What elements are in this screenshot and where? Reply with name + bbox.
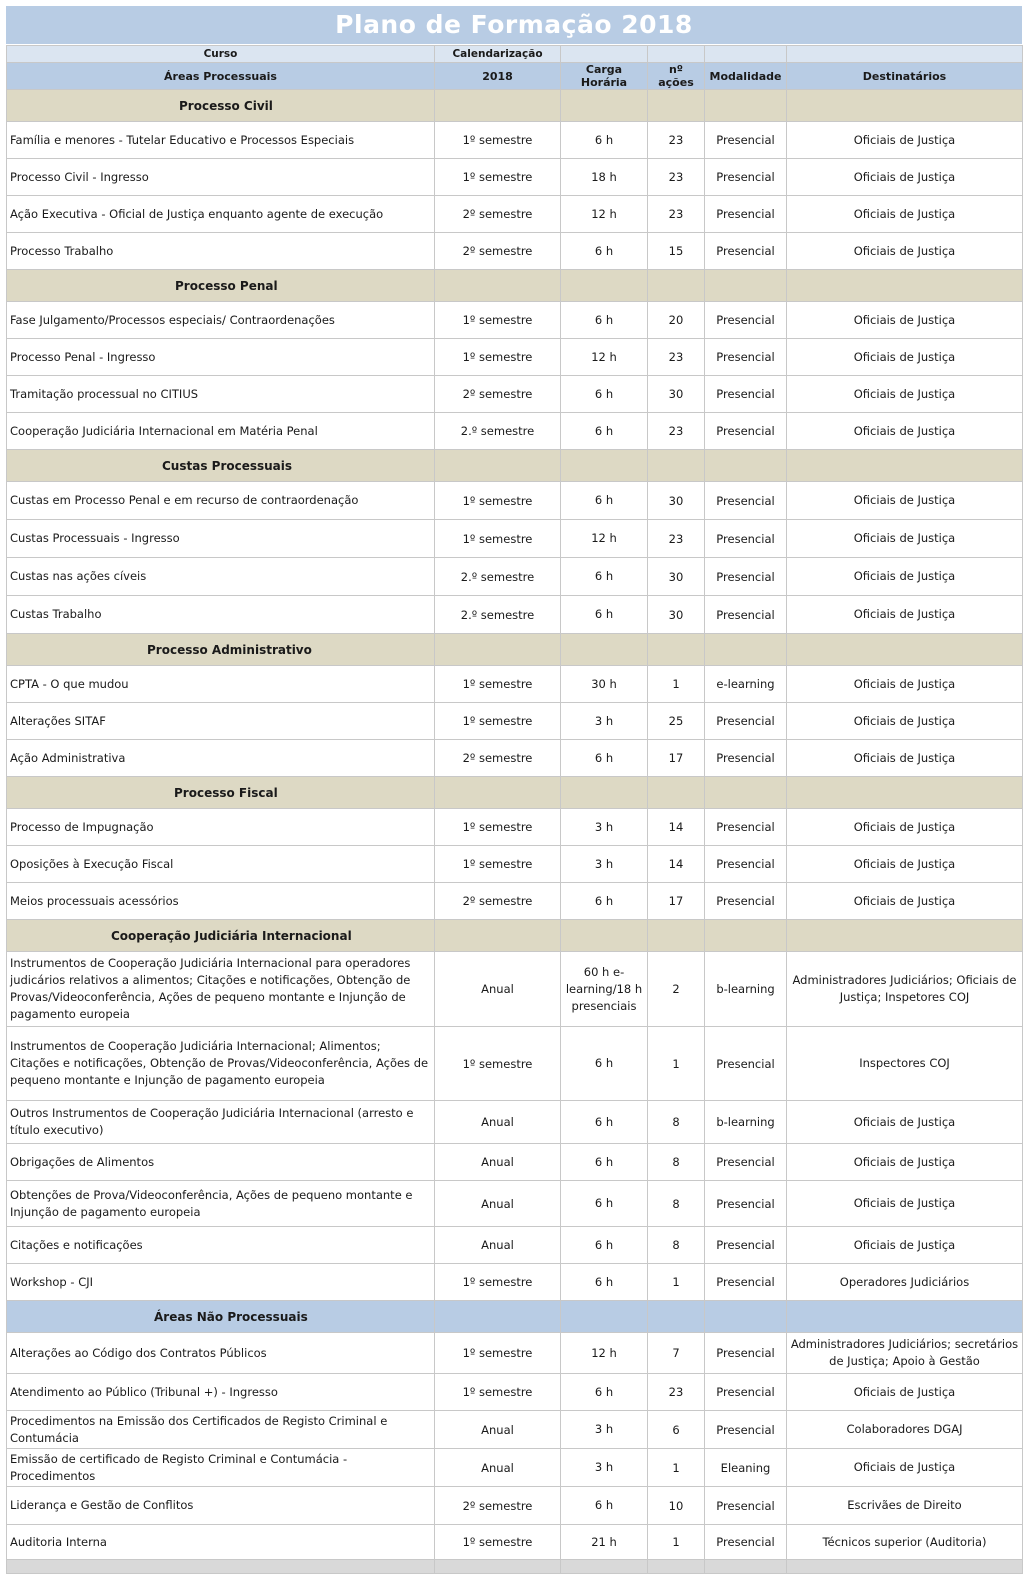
audience-cell: Oficiais de Justiça — [787, 740, 1023, 777]
header-cell: Curso — [7, 46, 435, 63]
audience-cell: Oficiais de Justiça — [787, 1181, 1023, 1227]
actions-count-cell: 15 — [648, 233, 705, 270]
audience-cell: Oficiais de Justiça — [787, 596, 1023, 634]
audience-cell: Escrivães de Direito — [787, 1487, 1023, 1525]
course-row — [7, 703, 1023, 740]
schedule-cell: 2º semestre — [435, 376, 561, 413]
modality-cell: Presencial — [705, 883, 787, 920]
modality-cell: Presencial — [705, 1487, 787, 1525]
section-header-row — [7, 920, 1023, 952]
actions-count-cell: 23 — [648, 159, 705, 196]
audience-cell: Administradores Judiciários; secretários de Justiça; Apoio à Gestão — [787, 1333, 1023, 1374]
audience-cell: Oficiais de Justiça — [787, 1227, 1023, 1264]
footer-cell — [648, 1560, 705, 1574]
modality-cell: Presencial — [705, 376, 787, 413]
course-name: Processo Civil - Ingresso — [7, 159, 435, 196]
audience-cell: Oficiais de Justiça — [787, 233, 1023, 270]
actions-count-cell: 1 — [648, 1449, 705, 1487]
actions-count-cell: 8 — [648, 1181, 705, 1227]
actions-count-cell: 8 — [648, 1144, 705, 1181]
audience-cell: Oficiais de Justiça — [787, 376, 1023, 413]
section-empty-cell — [648, 920, 705, 952]
course-name: Atendimento ao Público (Tribunal +) - Ingresso — [7, 1374, 435, 1411]
workload-cell: 3 h — [561, 846, 648, 883]
course-name: Alterações SITAF — [7, 703, 435, 740]
modality-cell: e-learning — [705, 666, 787, 703]
section-title: Processo Civil — [7, 90, 435, 122]
section-empty-cell — [435, 90, 561, 122]
audience-cell: Oficiais de Justiça — [787, 1101, 1023, 1144]
header-cell — [561, 46, 648, 63]
actions-count-cell: 8 — [648, 1227, 705, 1264]
course-row — [7, 482, 1023, 520]
course-row — [7, 1374, 1023, 1411]
header-row-2 — [7, 63, 1023, 90]
modality-cell: Presencial — [705, 1374, 787, 1411]
course-row — [7, 1333, 1023, 1374]
modality-cell: Presencial — [705, 482, 787, 520]
modality-cell: Presencial — [705, 558, 787, 596]
header-cell: Carga Horária — [561, 63, 648, 90]
workload-cell: 6 h — [561, 302, 648, 339]
header-cell: Áreas Processuais — [7, 63, 435, 90]
schedule-cell: Anual — [435, 1144, 561, 1181]
course-row — [7, 952, 1023, 1027]
course-name: Obtenções de Prova/Videoconferência, Ações de pequeno montante e Injunção de pagamento europeia — [7, 1181, 435, 1227]
modality-cell: Presencial — [705, 1144, 787, 1181]
workload-cell: 12 h — [561, 196, 648, 233]
modality-cell: Presencial — [705, 596, 787, 634]
schedule-cell: 2º semestre — [435, 233, 561, 270]
modality-cell: Presencial — [705, 302, 787, 339]
audience-cell: Técnicos superior (Auditoria) — [787, 1525, 1023, 1560]
footer-cell — [435, 1560, 561, 1574]
section-empty-cell — [648, 634, 705, 666]
course-row — [7, 302, 1023, 339]
workload-cell: 6 h — [561, 233, 648, 270]
workload-cell: 3 h — [561, 1411, 648, 1449]
section-empty-cell — [787, 634, 1023, 666]
course-name: Custas Processuais - Ingresso — [7, 520, 435, 558]
audience-cell: Oficiais de Justiça — [787, 558, 1023, 596]
actions-count-cell: 30 — [648, 482, 705, 520]
course-row — [7, 196, 1023, 233]
course-row — [7, 596, 1023, 634]
workload-cell: 6 h — [561, 558, 648, 596]
audience-cell: Oficiais de Justiça — [787, 302, 1023, 339]
audience-cell: Oficiais de Justiça — [787, 413, 1023, 450]
course-row — [7, 520, 1023, 558]
schedule-cell: 1º semestre — [435, 520, 561, 558]
section-empty-cell — [435, 1301, 561, 1333]
section-empty-cell — [561, 1301, 648, 1333]
section-empty-cell — [648, 450, 705, 482]
course-name: Instrumentos de Cooperação Judiciária Internacional para operadores judicários relativos a alimentos; Citações e notificações, Obtenção de Provas/Videoconferência, Ações de pequeno montante e Injunção de pagamento europeia — [7, 952, 435, 1027]
modality-cell: b-learning — [705, 952, 787, 1027]
workload-cell: 6 h — [561, 376, 648, 413]
course-row — [7, 339, 1023, 376]
audience-cell: Oficiais de Justiça — [787, 846, 1023, 883]
course-row — [7, 558, 1023, 596]
section-title: Custas Processuais — [7, 450, 435, 482]
section-empty-cell — [705, 90, 787, 122]
course-name: Oposições à Execução Fiscal — [7, 846, 435, 883]
audience-cell: Oficiais de Justiça — [787, 122, 1023, 159]
schedule-cell: Anual — [435, 1449, 561, 1487]
schedule-cell: 1º semestre — [435, 1264, 561, 1301]
section-empty-cell — [561, 270, 648, 302]
course-row — [7, 413, 1023, 450]
schedule-cell: 1º semestre — [435, 1333, 561, 1374]
workload-cell: 18 h — [561, 159, 648, 196]
schedule-cell: Anual — [435, 1101, 561, 1144]
modality-cell: Eleaning — [705, 1449, 787, 1487]
section-empty-cell — [705, 1301, 787, 1333]
workload-cell: 6 h — [561, 1101, 648, 1144]
workload-cell: 6 h — [561, 482, 648, 520]
section-empty-cell — [435, 777, 561, 809]
section-empty-cell — [435, 920, 561, 952]
course-name: CPTA - O que mudou — [7, 666, 435, 703]
course-name: Tramitação processual no CITIUS — [7, 376, 435, 413]
header-cell: Calendarização — [435, 46, 561, 63]
course-name: Emissão de certificado de Registo Criminal e Contumácia - Procedimentos — [7, 1449, 435, 1487]
audience-cell: Oficiais de Justiça — [787, 520, 1023, 558]
training-plan-sheet — [6, 6, 1022, 1574]
schedule-cell: 1º semestre — [435, 1374, 561, 1411]
section-empty-cell — [561, 90, 648, 122]
modality-cell: Presencial — [705, 520, 787, 558]
actions-count-cell: 1 — [648, 1027, 705, 1101]
section-empty-cell — [787, 777, 1023, 809]
actions-count-cell: 23 — [648, 339, 705, 376]
modality-cell: Presencial — [705, 122, 787, 159]
schedule-cell: 2º semestre — [435, 883, 561, 920]
modality-cell: Presencial — [705, 1333, 787, 1374]
modality-cell: Presencial — [705, 233, 787, 270]
modality-cell: Presencial — [705, 413, 787, 450]
schedule-cell: 1º semestre — [435, 1027, 561, 1101]
section-title: Áreas Não Processuais — [7, 1301, 435, 1333]
schedule-cell: 1º semestre — [435, 1525, 561, 1560]
course-row — [7, 1525, 1023, 1560]
audience-cell: Oficiais de Justiça — [787, 1449, 1023, 1487]
modality-cell: Presencial — [705, 1525, 787, 1560]
section-empty-cell — [705, 777, 787, 809]
course-row — [7, 1411, 1023, 1449]
modality-cell: Presencial — [705, 1227, 787, 1264]
section-empty-cell — [705, 450, 787, 482]
actions-count-cell: 14 — [648, 809, 705, 846]
training-table — [6, 45, 1023, 1574]
section-empty-cell — [648, 270, 705, 302]
actions-count-cell: 2 — [648, 952, 705, 1027]
workload-cell: 30 h — [561, 666, 648, 703]
section-empty-cell — [561, 920, 648, 952]
course-name: Família e menores - Tutelar Educativo e Processos Especiais — [7, 122, 435, 159]
schedule-cell: 2º semestre — [435, 1487, 561, 1525]
schedule-cell: 1º semestre — [435, 159, 561, 196]
audience-cell: Inspectores COJ — [787, 1027, 1023, 1101]
workload-cell: 6 h — [561, 122, 648, 159]
course-row — [7, 1027, 1023, 1101]
actions-count-cell: 23 — [648, 122, 705, 159]
section-header-row — [7, 1301, 1023, 1333]
course-name: Alterações ao Código dos Contratos Públicos — [7, 1333, 435, 1374]
modality-cell: Presencial — [705, 846, 787, 883]
schedule-cell: 1º semestre — [435, 339, 561, 376]
schedule-cell: Anual — [435, 1411, 561, 1449]
section-empty-cell — [648, 1301, 705, 1333]
course-name: Custas nas ações cíveis — [7, 558, 435, 596]
course-row — [7, 233, 1023, 270]
modality-cell: Presencial — [705, 1027, 787, 1101]
footer-cell — [7, 1560, 435, 1574]
audience-cell: Oficiais de Justiça — [787, 703, 1023, 740]
actions-count-cell: 23 — [648, 196, 705, 233]
section-empty-cell — [705, 270, 787, 302]
section-header-row — [7, 90, 1023, 122]
workload-cell: 6 h — [561, 1374, 648, 1411]
header-cell: 2018 — [435, 63, 561, 90]
course-row — [7, 809, 1023, 846]
course-row — [7, 846, 1023, 883]
course-name: Instrumentos de Cooperação Judiciária Internacional; Alimentos; Citações e notificações, Obtenção de Provas/Videoconferência, Ações de pequeno montante e Injunção de pagamento europeia — [7, 1027, 435, 1101]
actions-count-cell: 20 — [648, 302, 705, 339]
course-row — [7, 1101, 1023, 1144]
section-header-row — [7, 450, 1023, 482]
course-name: Meios processuais acessórios — [7, 883, 435, 920]
schedule-cell: 1º semestre — [435, 482, 561, 520]
actions-count-cell: 14 — [648, 846, 705, 883]
schedule-cell: 2.º semestre — [435, 596, 561, 634]
course-name: Processo de Impugnação — [7, 809, 435, 846]
course-name: Citações e notificações — [7, 1227, 435, 1264]
workload-cell: 6 h — [561, 1144, 648, 1181]
workload-cell: 3 h — [561, 1449, 648, 1487]
schedule-cell: 1º semestre — [435, 666, 561, 703]
workload-cell: 6 h — [561, 413, 648, 450]
course-name: Cooperação Judiciária Internacional em Matéria Penal — [7, 413, 435, 450]
modality-cell: Presencial — [705, 703, 787, 740]
footer-row — [7, 1560, 1023, 1574]
audience-cell: Colaboradores DGAJ — [787, 1411, 1023, 1449]
audience-cell: Oficiais de Justiça — [787, 883, 1023, 920]
section-empty-cell — [705, 920, 787, 952]
workload-cell: 21 h — [561, 1525, 648, 1560]
modality-cell: Presencial — [705, 809, 787, 846]
workload-cell: 12 h — [561, 339, 648, 376]
section-empty-cell — [787, 450, 1023, 482]
actions-count-cell: 25 — [648, 703, 705, 740]
header-cell — [648, 46, 705, 63]
section-empty-cell — [787, 90, 1023, 122]
workload-cell: 6 h — [561, 1181, 648, 1227]
header-cell: Modalidade — [705, 63, 787, 90]
course-row — [7, 1264, 1023, 1301]
header-cell — [787, 46, 1023, 63]
section-empty-cell — [435, 634, 561, 666]
schedule-cell: 2º semestre — [435, 196, 561, 233]
actions-count-cell: 10 — [648, 1487, 705, 1525]
workload-cell: 60 h e-learning/18 h presenciais — [561, 952, 648, 1027]
audience-cell: Oficiais de Justiça — [787, 666, 1023, 703]
course-name: Obrigações de Alimentos — [7, 1144, 435, 1181]
course-name: Auditoria Interna — [7, 1525, 435, 1560]
course-row — [7, 1144, 1023, 1181]
actions-count-cell: 30 — [648, 596, 705, 634]
workload-cell: 6 h — [561, 883, 648, 920]
schedule-cell: 2º semestre — [435, 740, 561, 777]
workload-cell: 6 h — [561, 1027, 648, 1101]
actions-count-cell: 17 — [648, 883, 705, 920]
modality-cell: Presencial — [705, 1411, 787, 1449]
audience-cell: Oficiais de Justiça — [787, 809, 1023, 846]
course-name: Outros Instrumentos de Cooperação Judiciária Internacional (arresto e título executivo) — [7, 1101, 435, 1144]
footer-cell — [787, 1560, 1023, 1574]
audience-cell: Oficiais de Justiça — [787, 1144, 1023, 1181]
course-row — [7, 740, 1023, 777]
course-row — [7, 1487, 1023, 1525]
section-title: Cooperação Judiciária Internacional — [7, 920, 435, 952]
workload-cell: 12 h — [561, 1333, 648, 1374]
section-empty-cell — [787, 1301, 1023, 1333]
modality-cell: Presencial — [705, 1181, 787, 1227]
course-row — [7, 122, 1023, 159]
footer-cell — [561, 1560, 648, 1574]
workload-cell: 6 h — [561, 1487, 648, 1525]
modality-cell: Presencial — [705, 740, 787, 777]
actions-count-cell: 1 — [648, 1264, 705, 1301]
section-header-row — [7, 777, 1023, 809]
course-name: Procedimentos na Emissão dos Certificados de Registo Criminal e Contumácia — [7, 1411, 435, 1449]
section-empty-cell — [561, 634, 648, 666]
workload-cell: 6 h — [561, 1264, 648, 1301]
section-empty-cell — [705, 634, 787, 666]
actions-count-cell: 1 — [648, 1525, 705, 1560]
actions-count-cell: 23 — [648, 520, 705, 558]
schedule-cell: 1º semestre — [435, 846, 561, 883]
workload-cell: 6 h — [561, 1227, 648, 1264]
modality-cell: Presencial — [705, 339, 787, 376]
section-title: Processo Penal — [7, 270, 435, 302]
header-cell — [705, 46, 787, 63]
actions-count-cell: 6 — [648, 1411, 705, 1449]
header-cell: Destinatários — [787, 63, 1023, 90]
modality-cell: Presencial — [705, 196, 787, 233]
course-row — [7, 1227, 1023, 1264]
course-row — [7, 1449, 1023, 1487]
section-empty-cell — [648, 777, 705, 809]
schedule-cell: Anual — [435, 1227, 561, 1264]
course-name: Liderança e Gestão de Conflitos — [7, 1487, 435, 1525]
section-header-row — [7, 270, 1023, 302]
section-empty-cell — [787, 270, 1023, 302]
course-name: Ação Administrativa — [7, 740, 435, 777]
footer-cell — [705, 1560, 787, 1574]
actions-count-cell: 7 — [648, 1333, 705, 1374]
workload-cell: 3 h — [561, 809, 648, 846]
audience-cell: Operadores Judiciários — [787, 1264, 1023, 1301]
course-name: Fase Julgamento/Processos especiais/ Contraordenações — [7, 302, 435, 339]
course-name: Custas em Processo Penal e em recurso de contraordenação — [7, 482, 435, 520]
section-empty-cell — [787, 920, 1023, 952]
section-empty-cell — [435, 450, 561, 482]
modality-cell: Presencial — [705, 159, 787, 196]
schedule-cell: 1º semestre — [435, 122, 561, 159]
audience-cell: Oficiais de Justiça — [787, 482, 1023, 520]
workload-cell: 3 h — [561, 703, 648, 740]
course-name: Processo Trabalho — [7, 233, 435, 270]
audience-cell: Oficiais de Justiça — [787, 196, 1023, 233]
workload-cell: 6 h — [561, 740, 648, 777]
modality-cell: Presencial — [705, 1264, 787, 1301]
section-header-row — [7, 634, 1023, 666]
course-name: Processo Penal - Ingresso — [7, 339, 435, 376]
course-row — [7, 159, 1023, 196]
actions-count-cell: 1 — [648, 666, 705, 703]
schedule-cell: 2.º semestre — [435, 413, 561, 450]
section-empty-cell — [435, 270, 561, 302]
section-empty-cell — [561, 450, 648, 482]
header-cell: nº ações — [648, 63, 705, 90]
audience-cell: Oficiais de Justiça — [787, 339, 1023, 376]
actions-count-cell: 23 — [648, 413, 705, 450]
schedule-cell: 2.º semestre — [435, 558, 561, 596]
schedule-cell: 1º semestre — [435, 302, 561, 339]
actions-count-cell: 23 — [648, 1374, 705, 1411]
actions-count-cell: 30 — [648, 376, 705, 413]
course-row — [7, 666, 1023, 703]
workload-cell: 6 h — [561, 596, 648, 634]
actions-count-cell: 17 — [648, 740, 705, 777]
schedule-cell: 1º semestre — [435, 809, 561, 846]
actions-count-cell: 8 — [648, 1101, 705, 1144]
course-name: Custas Trabalho — [7, 596, 435, 634]
header-row-1 — [7, 46, 1023, 63]
audience-cell: Oficiais de Justiça — [787, 159, 1023, 196]
modality-cell: b-learning — [705, 1101, 787, 1144]
section-empty-cell — [648, 90, 705, 122]
page-title: Plano de Formação 2018 — [6, 6, 1022, 45]
section-empty-cell — [561, 777, 648, 809]
course-row — [7, 883, 1023, 920]
audience-cell: Oficiais de Justiça — [787, 1374, 1023, 1411]
course-name: Workshop - CJI — [7, 1264, 435, 1301]
course-name: Ação Executiva - Oficial de Justiça enquanto agente de execução — [7, 196, 435, 233]
course-row — [7, 1181, 1023, 1227]
course-row — [7, 376, 1023, 413]
actions-count-cell: 30 — [648, 558, 705, 596]
section-title: Processo Administrativo — [7, 634, 435, 666]
section-title: Processo Fiscal — [7, 777, 435, 809]
schedule-cell: Anual — [435, 1181, 561, 1227]
audience-cell: Administradores Judiciários; Oficiais de Justiça; Inspetores COJ — [787, 952, 1023, 1027]
schedule-cell: 1º semestre — [435, 703, 561, 740]
workload-cell: 12 h — [561, 520, 648, 558]
schedule-cell: Anual — [435, 952, 561, 1027]
